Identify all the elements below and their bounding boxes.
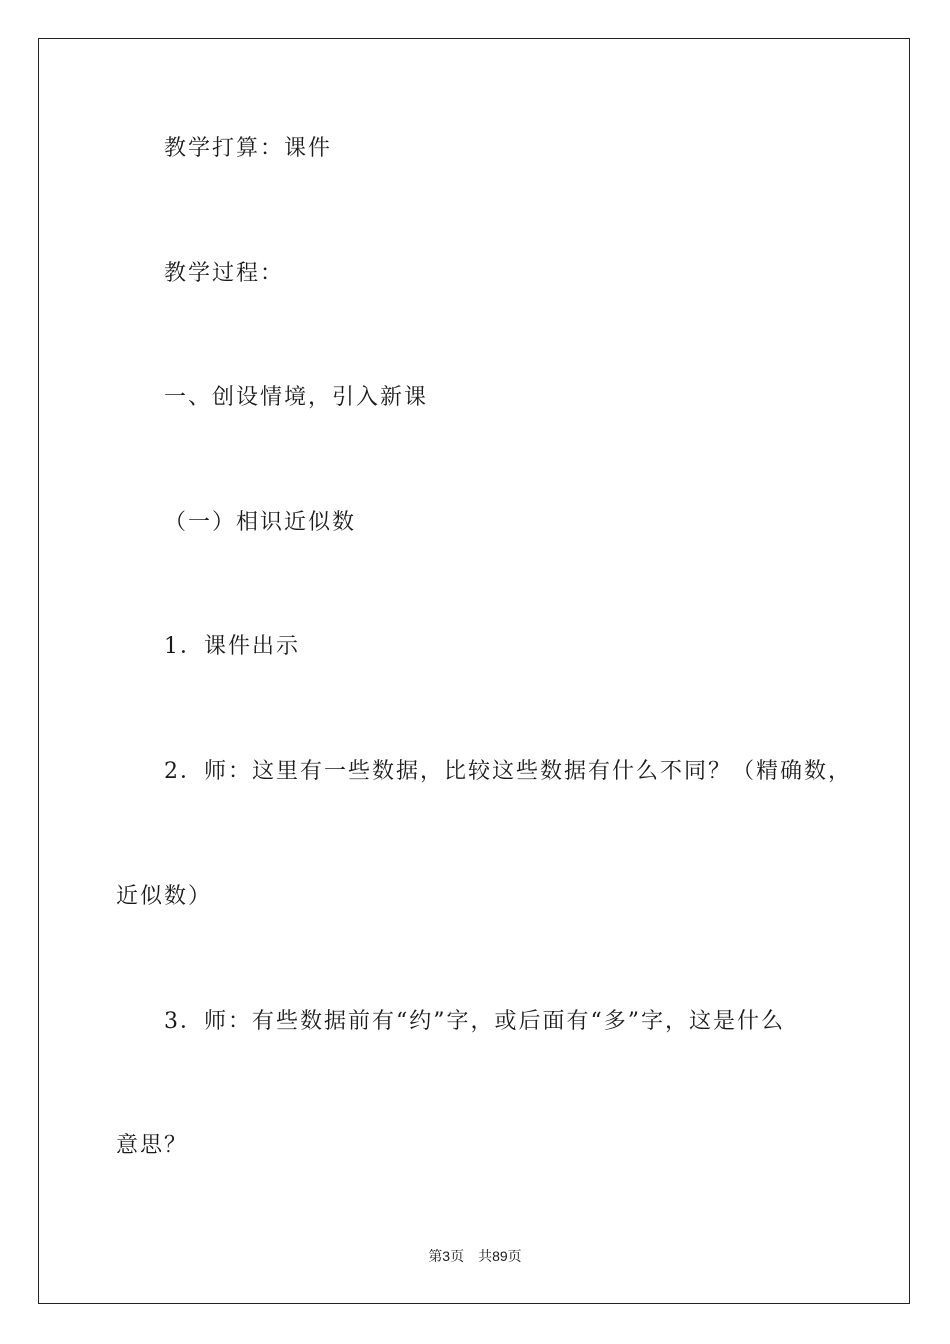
subsection-one-heading: （一）相识近似数: [164, 510, 357, 535]
page-footer: [0, 1246, 950, 1266]
page-frame: [38, 38, 910, 1304]
step-two-line: 2．师：这里有一些数据，比较这些数据有什么不同？（精确数，: [164, 759, 852, 784]
step-two-continuation: 近似数）: [116, 884, 213, 909]
section-one-heading: 一、创设情境，引入新课: [164, 385, 429, 410]
teaching-process-heading: 教学过程：: [164, 261, 285, 286]
page-number: 第3页: [428, 1248, 465, 1264]
step-three-continuation: 意思？: [116, 1133, 189, 1158]
total-pages: 共89页: [478, 1248, 522, 1264]
step-three-line: 3．师：有些数据前有“约”字，或后面有“多”字，这是什么: [164, 1009, 785, 1034]
teaching-preparation-line: 教学打算：课件: [164, 136, 333, 161]
step-one-line: 1．课件出示: [164, 634, 300, 659]
